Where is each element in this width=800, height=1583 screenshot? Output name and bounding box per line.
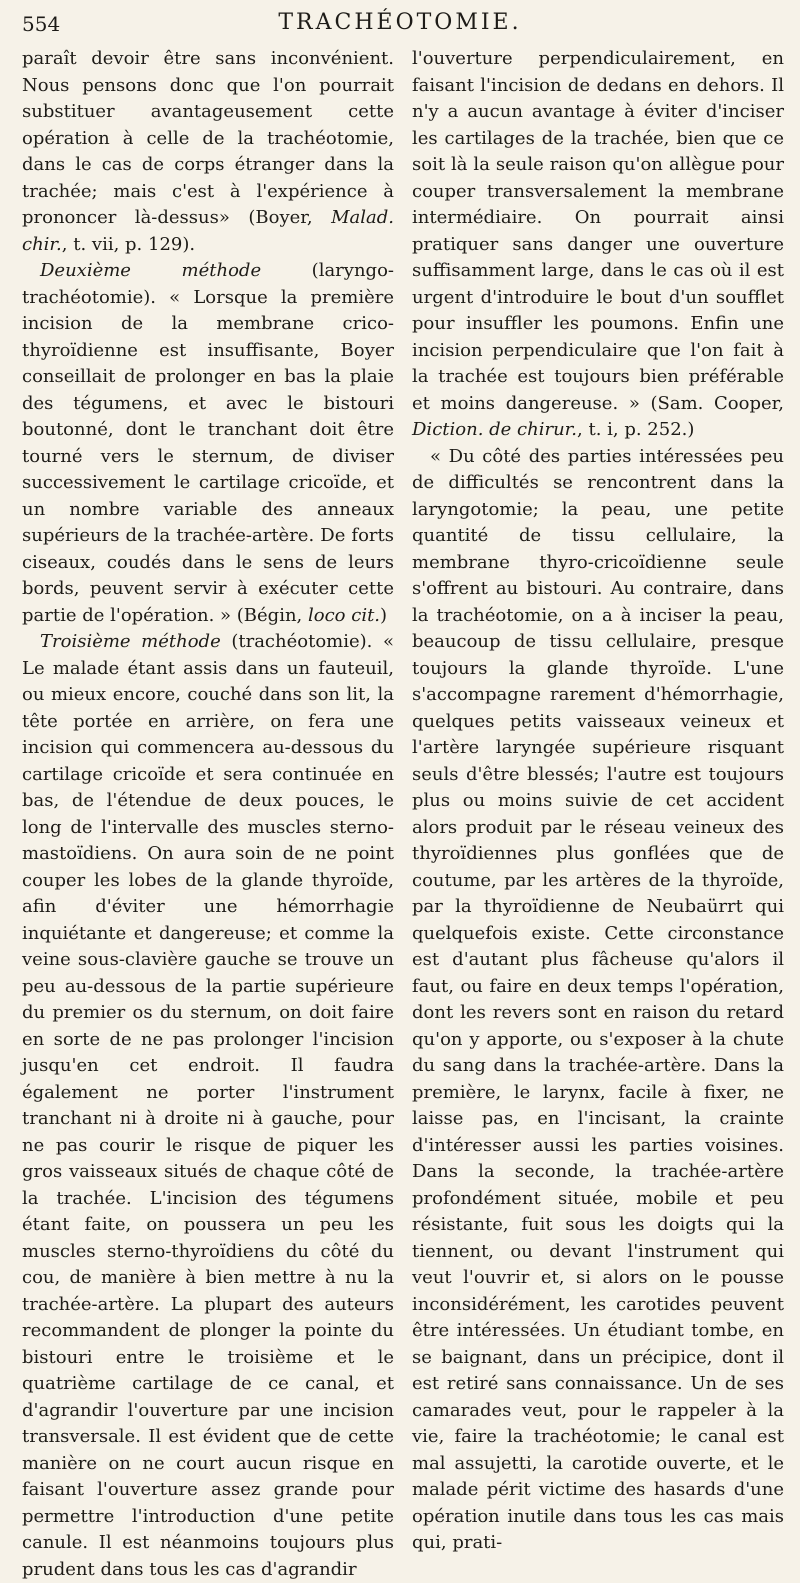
text-run: paraît devoir être sans inconvénient. Nous pensons donc que l'on pourrait substituer avantageusement cette opération à celle de la trachéotomie, dans le cas de corps étranger dans la trachée; mais c'est à l'expérience à prononcer là-dessus» (Boyer, [22, 48, 394, 228]
text-run: ) [380, 604, 388, 626]
text-run: « Du côté des parties intéressées peu de difficultés se rencontrent dans la laryngotomie; la peau, une petite quantité de tissu cellulaire, la membrane thyro-cricoïdienne seule s'offrent au bistouri. Au contraire, dans la trachéotomie, on a à inciser la peau, beaucoup de tissu cellulaire, presque toujours la glande thyroïde. L'une s'accompagne rarement d'hémorrhagie, quelques petits vaisseaux veineux et l'artère laryngée supérieure risquant seuls d'être blessés; l'autre est toujours plus ou moins suivie de cet accident alors produit par le réseau veineux des thyroïdiennes plus gonflées que de coutume, par les artères de la thyroïde, par la thyroïdienne de Neubaürrt qui quelquefois existe. Cette circonstance est d'autant plus fâcheuse qu'alors il faut, ou faire en deux temps l'opération, dont les revers sont en raison du retard qu'on y apporte, ou s'exposer à la chute du sang dans la trachée-artère. Dans la première, le larynx, facile à fixer, ne laisse pas, en l'incisant, la crainte d'intéresser aussi les parties voisines. Dans la seconde, la trachée-artère profondément située, mobile et peu résistante, fuit sous les doigts qui la tiennent, ou devant l'instrument qui veut l'ouvrir et, si alors on le pousse inconsidérément, les carotides peuvent être intéressées. Un étudiant tombe, en se baignant, dans un précipice, dont il est retiré sans connaissance. Un de ses camarades veut, pour le rappeler à la vie, faire la trachéotomie; le canal est mal assujetti, la carotide ouverte, et le malade périt victime des hasards d'une opération inutile dans tous les cas mais qui, prati- [412, 445, 784, 1553]
text-run: (trachéotomie). « Le malade étant assis dans un fauteuil, ou mieux encore, couché dans son lit, la tête portée en arrière, on fera une incision qui commencera au-dessous du cartilage cricoïde et sera continuée en bas, de l'étendue de deux pouces, le long de l'intervalle des muscles sterno-mastoïdiens. On aura soin de ne point couper les lobes de la glande thyroïde, afin d'éviter une hémorrhagie inquiétante et dangereuse; et comme la veine sous-clavière gauche se trouve un peu au-dessous de la partie supérieure du premier os du sternum, on doit faire en sorte de ne pas prolonger l'incision jusqu'en cet endroit. Il faudra également ne porter l'instrument tranchant ni à droite ni à gauche, pour ne pas courir le risque de piquer les gros vaisseaux situés de chaque côté de la trachée. L'incision des tégumens étant faite, on poussera un peu les muscles sterno-thyroïdiens du côté du cou, de manière à bien mettre à nu la trachée-artère. La plupart des auteurs recommandent de plonger la pointe du bistouri entre le troisième et le quatrième cartilage de ce canal, et d'agrandir l'ouverture par une incision transversale. Il est évident que de cette manière on ne court aucun risque en faisant l'ouverture assez grande pour permettre l'introduction d'une petite canule. Il est néanmoins toujours plus prudent dans tous les cas d'agrandir [22, 631, 394, 1580]
paragraph [22, 629, 394, 1583]
page-number: 554 [22, 12, 61, 36]
text-run: , t. vii, p. 129). [61, 233, 196, 255]
italic-text: loco cit. [308, 604, 381, 626]
italic-text: Malad. chir. [22, 207, 394, 255]
left-column [22, 46, 394, 1583]
italic-text: Diction. de chirur. [412, 419, 578, 440]
paragraph [412, 46, 784, 444]
italic-text: Troisième méthode [40, 631, 221, 652]
italic-text: Deuxième méthode [40, 260, 262, 281]
paragraph [412, 444, 784, 1557]
text-run: , t. i, p. 252.) [577, 419, 695, 440]
page-header [22, 10, 778, 44]
text-run: (laryngo-trachéotomie). « Lorsque la première incision de la membrane crico-thyroïdienne est insuffisante, Boyer conseillait de prolonger en bas la plaie des tégumens, et avec le bistouri boutonné, dont le tranchant doit être tourné vers le sternum, de diviser successivement le cartilage cricoïde, et un nombre variable des anneaux supérieurs de la trachée-artère. De forts ciseaux, coudés dans le sens de leurs bords, peuvent servir à exécuter cette partie de l'opération. » (Bégin, [22, 260, 394, 626]
text-run: l'ouverture perpendiculairement, en faisant l'incision de dedans en dehors. Il n'y a aucun avantage à éviter d'inciser les cartilages de la trachée, bien que ce soit là la seule raison qu'on allègue pour couper transversalement la membrane intermédiaire. On pourrait ainsi pratiquer sans danger une ouverture suffisamment large, dans le cas où il est urgent d'introduire le bout d'un soufflet pour insuffler les poumons. Enfin une incision perpendiculaire que l'on fait à la trachée est toujours bien préférable et moins dangereuse. » (Sam. Cooper, [412, 48, 784, 414]
paragraph [22, 258, 394, 629]
paragraph [22, 46, 394, 258]
running-title: TRACHÉOTOMIE. [278, 10, 522, 35]
right-column [412, 46, 784, 1557]
